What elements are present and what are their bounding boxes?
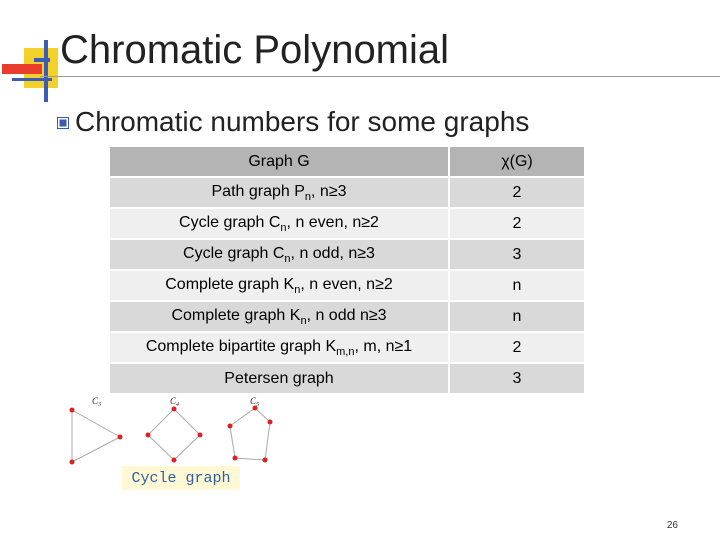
c4-label: $C_4$	[170, 396, 180, 408]
graph-condition: , n even, n≥2	[286, 213, 379, 231]
cycle-graph-figure	[60, 392, 300, 468]
graph-name: Complete graph K	[165, 275, 295, 293]
bullet-text: Chromatic numbers for some graphs	[75, 106, 530, 137]
chromatic-number-cell: 2	[449, 332, 585, 363]
graph-subscript: n	[284, 252, 291, 265]
c5-graph	[228, 396, 273, 463]
bullet-item	[57, 106, 529, 138]
figure-caption: Cycle graph	[122, 466, 240, 490]
slide-title: Chromatic Polynomial	[60, 28, 450, 72]
header-chi: χ(G)	[449, 146, 585, 177]
graph-name: Petersen graph	[224, 369, 334, 387]
chromatic-numbers-table	[108, 145, 586, 395]
table-row	[109, 239, 585, 270]
table-row	[109, 177, 585, 208]
graph-name-cell	[109, 301, 449, 332]
table-row	[109, 363, 585, 394]
graph-name: Cycle graph C	[179, 213, 281, 231]
graph-name-cell	[109, 363, 449, 394]
c3-label: $C_3$	[92, 396, 102, 408]
chromatic-number-cell: 3	[449, 363, 585, 394]
graph-subscript: m,n	[336, 345, 355, 358]
table-row	[109, 208, 585, 239]
c3-graph	[70, 396, 123, 465]
corner-decoration-graphic	[0, 0, 60, 110]
chromatic-number-cell: n	[449, 301, 585, 332]
graph-condition: , m, n≥1	[354, 337, 413, 355]
page-number: 26	[666, 520, 678, 531]
graph-name-cell	[109, 208, 449, 239]
graph-condition: , n≥3	[311, 182, 347, 200]
table-row	[109, 270, 585, 301]
graph-name-cell	[109, 332, 449, 363]
c4-graph	[146, 396, 203, 463]
graph-condition: , n odd n≥3	[306, 306, 387, 324]
graph-subscript: n	[280, 221, 287, 234]
graph-condition: , n even, n≥2	[300, 275, 393, 293]
graph-name: Complete graph K	[171, 306, 301, 324]
chromatic-number-cell: n	[449, 270, 585, 301]
cycle-graphs-svg	[60, 392, 300, 468]
graph-name-cell	[109, 270, 449, 301]
graph-name: Complete bipartite graph K	[145, 337, 337, 355]
graph-subscript: n	[300, 314, 307, 327]
graph-subscript: n	[294, 283, 301, 296]
chromatic-number-cell: 3	[449, 239, 585, 270]
table-header-row	[109, 146, 585, 177]
chromatic-number-cell: 2	[449, 177, 585, 208]
graph-name: Cycle graph C	[183, 244, 285, 262]
graph-name-cell	[109, 177, 449, 208]
graph-subscript: n	[304, 190, 312, 203]
table-row	[109, 301, 585, 332]
title-divider	[40, 76, 720, 77]
chromatic-number-cell: 2	[449, 208, 585, 239]
graph-condition: , n odd, n≥3	[290, 244, 375, 262]
c5-label: $C_5$	[250, 396, 260, 408]
checkbox-bullet-icon	[57, 116, 69, 128]
corner-decoration	[0, 0, 60, 110]
header-graph: Graph G	[109, 146, 449, 177]
graph-name: Path graph P	[211, 182, 305, 200]
graph-name-cell	[109, 239, 449, 270]
table-row	[109, 332, 585, 363]
